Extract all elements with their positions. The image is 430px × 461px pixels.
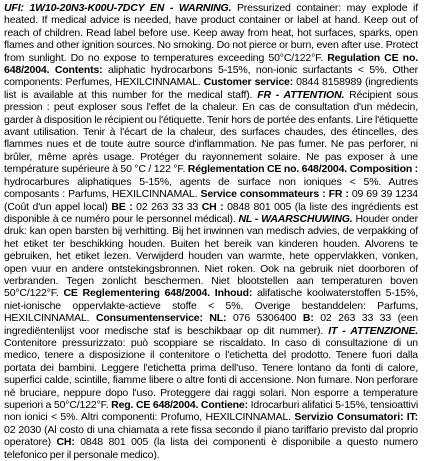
ch-label-it: CH: xyxy=(56,436,81,449)
nl-phone-text: 076 5306400 xyxy=(232,312,303,325)
ch-phone-text-it: 0848 801 005 (la lista dei componenti è disponibile a questo numero telefonico per il personale medico). xyxy=(4,436,418,461)
ch-label: CH : xyxy=(201,200,228,213)
nl-warning-text: Houder onder druk: kan open barsten bij verhitting. Bij het inwinnen van medisch advies, de verpakking of het etiket ter beschikking houden. Buiten het bereik van kinderen houden. Alvorens te gebruiken, het etiket lezen. Verwijderd houden van warmte, hete oppervlakken, vonken, open vuur en andere ontstekingsbronnen. Niet roken. Ook na gebruik niet doorboren of verbranden. Tegen zonlicht beschermen. Niet blootstellen aan temperaturen boven 50°C/122°F. xyxy=(4,212,418,300)
label-paragraph xyxy=(4,2,418,461)
nl-regulation-heading: CE Reglementering 648/2004. Inhoud: xyxy=(63,287,258,300)
ufi-code-en-warning-heading: UFI: 1W10-20N3-K00U-7DCY EN - WARNING. xyxy=(4,2,237,14)
nl-contents-text: alifatische koolwaterstoffen 5-15%, niet-ionische oppervlakte-actieve stoffe < 5%. Overige bestanddelen: Parfums, HEXILCINNAMAL. xyxy=(4,287,418,325)
nl-service-heading: Consumentenservice: NL: xyxy=(95,312,233,325)
it-attention-heading: IT - ATTENZIONE. xyxy=(328,324,418,337)
fr-service-heading: Service consommateurs : FR : xyxy=(200,188,352,201)
ch-phone-text: 0848 801 005 (la liste des ingrédients est disponible à ce numéro pour le personnel médical). xyxy=(4,200,418,225)
en-customer-service-text: 0844 8158989 (ingredients list is available at this number for the medical staff). xyxy=(4,76,419,101)
fr-regulation-composition-heading: Réglementation CE no. 648/2004. Composition : xyxy=(187,163,418,176)
en-contents-text: aliphatic hydrocarbons 5-15%, non-ionic surfactants < 5%. Other components: Perfumes, HEXILCINNAMAL. xyxy=(4,64,418,89)
fr-attention-heading: FR - ATTENTION. xyxy=(257,88,350,101)
it-contents-text: Idrocarburi alifatici 5-15%, tensioattivi non ionici < 5%. Altri componenti: Profumo, HEXILCINNAMAL. xyxy=(4,399,419,424)
b-phone-text: 02 263 33 33 (een ingrediëntenlijst voor medische staf is beschikbaar op dit nummer). xyxy=(4,312,418,337)
fr-phone-text: 09 69 39 1234 (Coût d'un appel local) xyxy=(4,188,418,213)
en-customer-service-heading: Customer service: xyxy=(203,76,297,89)
fr-composition-text: hydrocarbures aliphatiques 5-15%, agents de surface non ioniques < 5%. Autres composants : Parfums, HEXILCINNAMAL. xyxy=(4,175,418,201)
it-service-heading: Servizio Consumatori: IT: xyxy=(294,411,418,424)
b-label: B: xyxy=(302,312,321,325)
en-regulation-contents-heading: Regulation CE no. 648/2004. Contents: xyxy=(4,51,418,77)
it-regulation-heading: Reg. CE 648/2004. Contiene: xyxy=(111,399,251,411)
fr-warning-text: Récipient sous pression : peut exploser sous l'effet de la chaleur. En cas de consultation d'un médecin, garder à disposition le récipient ou l'étiquette. Tenir hors de portée des enfants. Lire l'étiquette avant utilisation. Tenir à l'écart de la chaleur, des surfaces chaudes, des étincelles, des flammes nues et de toute autre source d'inflammation. Ne pas fumer. Ne pas perforer, ni brûler, même après usage. Protéger du rayonnement solaire. Ne pas exposer à une température supérieure à 50 °C / 122 °F. xyxy=(4,88,419,176)
be-label: BE : xyxy=(111,200,137,213)
it-warning-text: Contenitore pressurizzato: può scoppiare se riscaldato. In caso di consultazione di un medico, tenere a disposizione il contenitore o l'etichetta del prodotto. Tenere fuori dalla portata dei bambini. Leggere l'etichetta prima dell'uso. Tenere lontano da fonti di calore, superfici calde, scintille, fiamme libere o altre fonti di accensione. Non fumare. Non perforare né bruciare, neppure dopo l'uso. Proteggere dai raggi solari. Non esporre a temperature superiori a 50°C/122°F. xyxy=(4,336,418,411)
be-phone-text: 02 263 33 33 xyxy=(136,200,202,213)
nl-warning-heading: NL - WAARSCHUWING. xyxy=(238,212,356,225)
en-warning-text: Pressurized container: may explode if heated. If medical advice is needed, have product container or label at hand. Keep out of reach of children. Read label before use. Keep away from heat, hot surfaces, sparks, open flames and other ignition sources. No smoking. Do not pierce or burn, even after use. Protect from sunlight. Do no expose to temperatures exceeding 50°C/122°F. xyxy=(4,2,418,64)
it-phone-text: 02 2030 (Al costo di una chiamata a rete fissa secondo il piano tariffario previsto dal proprio operatore) xyxy=(4,423,418,449)
